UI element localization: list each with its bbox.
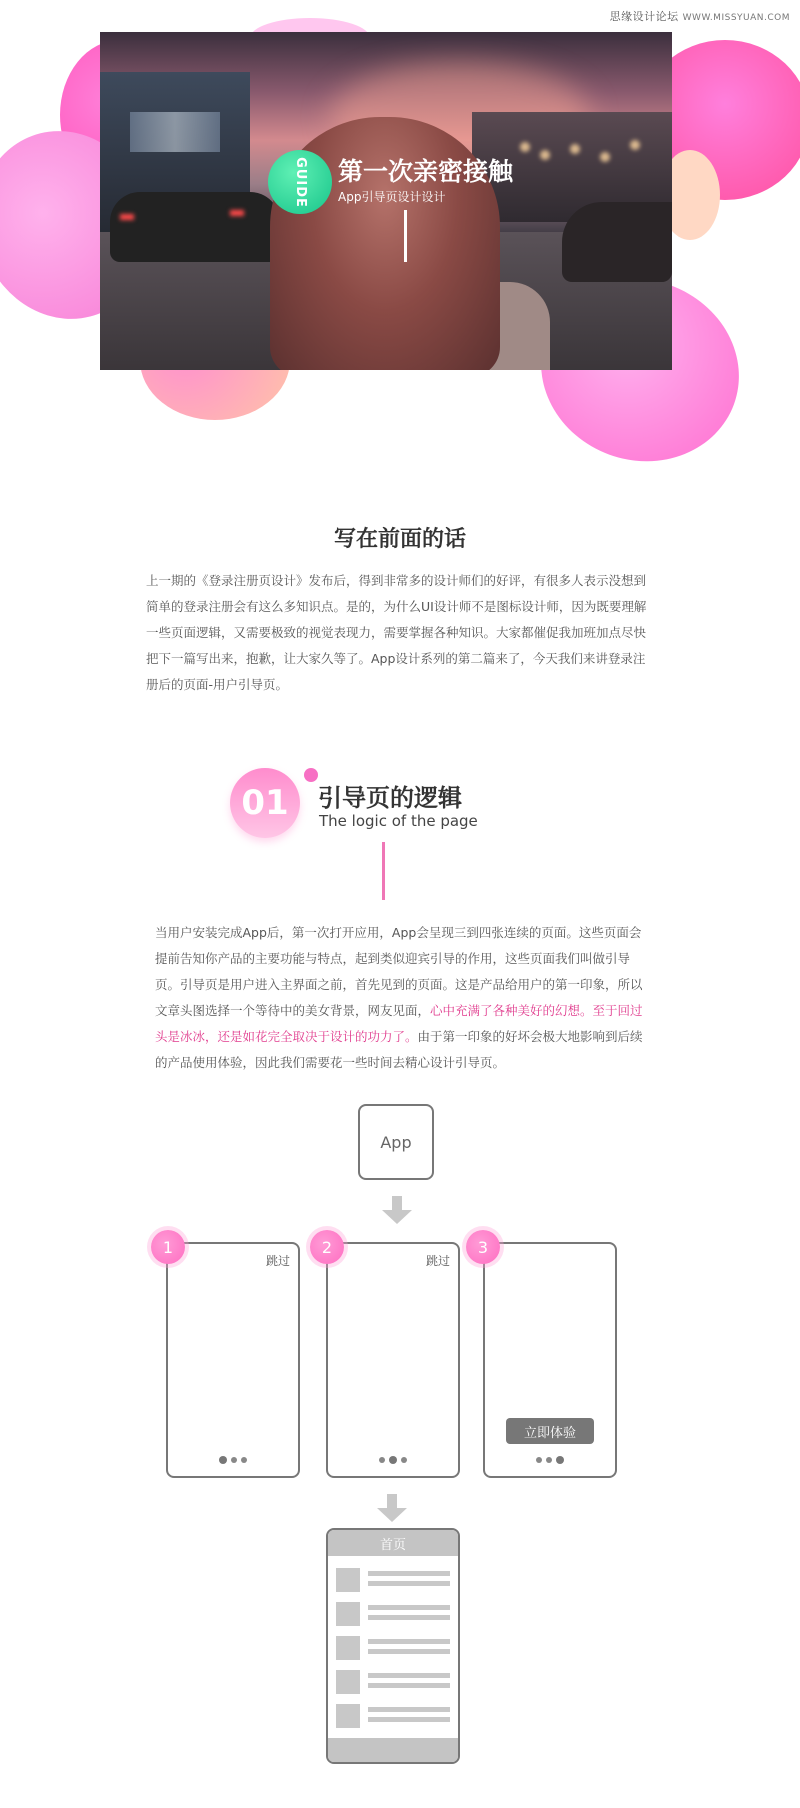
list-item — [336, 1704, 450, 1728]
step-badge-3: 3 — [466, 1230, 500, 1264]
home-header — [328, 1530, 458, 1556]
step-badge-2: 2 — [310, 1230, 344, 1264]
start-now-button: 立即体验 — [506, 1418, 594, 1444]
page-indicator — [168, 1456, 298, 1464]
guide-screen-3 — [483, 1242, 617, 1478]
section-paragraph — [155, 920, 649, 1076]
section-number: 01 — [230, 768, 300, 838]
hero-subtitle: App引导页设计设计 — [338, 190, 446, 204]
step-badge-1: 1 — [151, 1230, 185, 1264]
guide-screen-2 — [326, 1242, 460, 1478]
guide-screen-1 — [166, 1242, 300, 1478]
watermark — [610, 8, 790, 24]
skip-label: 跳过 — [265, 1254, 290, 1268]
section-divider — [382, 842, 385, 900]
watermark-site: WWW.MISSYUAN.COM — [682, 13, 790, 23]
intro-paragraph: 上一期的《登录注册页设计》发布后，得到非常多的设计师们的好评，有很多人表示没想到简单的登录注册会有这么多知识点。是的，为什么UI设计师不是图标设计师，因为既要理解一些页面逻辑，又需要极致的视觉表现力，需要掌握各种知识。大家都催促我加班加点尽快把下一篇写出来，抱歉，让大家久等了。App设计系列的第二篇来了，今天我们来讲登录注册后的页面-用户引导页。 — [146, 573, 647, 692]
list-item — [336, 1670, 450, 1694]
hero-title: 第一次亲密接触 — [338, 157, 514, 186]
list-item — [336, 1568, 450, 1592]
home-label: 首页 — [379, 1537, 406, 1553]
section-title: 引导页的逻辑 — [318, 784, 462, 812]
section-paragraph-part2: 由于第一印象的好坏会极大地影响到后续的产品使用体验，因此我们需要花一些时间去精心设计引导页。 — [155, 1029, 643, 1070]
guide-badge — [268, 150, 332, 214]
app-box-label: App — [380, 1132, 412, 1152]
list-item — [336, 1636, 450, 1660]
hero-divider — [404, 210, 407, 262]
page-indicator — [485, 1456, 615, 1464]
section-subtitle: The logic of the page — [319, 812, 478, 830]
page-indicator — [328, 1456, 458, 1464]
intro-heading: 写在前面的话 — [324, 522, 476, 553]
guide-badge-label: GUIDE — [292, 156, 308, 208]
home-screen — [326, 1528, 460, 1764]
section-paragraph-part1: 当用户安装完成App后，第一次打开应用，App会呈现三到四张连续的页面。这些页面会提前告知你产品的主要功能与特点，起到类似迎宾引导的作用，这些页面我们叫做引导页。引导页是用户进入主界面之前，首先见到的页面。这是产品给用户的第一印象，所以文章头图选择一个等待中的美女背景，网友见面， — [155, 925, 643, 1018]
section-paragraph-emphasis: 心中充满了各种美好的幻想。至于回过头是冰冰，还是如花完全取决于设计的功力了。 — [155, 1003, 643, 1044]
section-number-dot — [304, 768, 318, 782]
list-item — [336, 1602, 450, 1626]
app-box — [358, 1104, 434, 1180]
skip-label: 跳过 — [425, 1254, 450, 1268]
intro-heading-wrap — [0, 522, 800, 553]
watermark-brand: 思缘设计论坛 — [609, 10, 679, 23]
home-footer — [328, 1738, 458, 1762]
